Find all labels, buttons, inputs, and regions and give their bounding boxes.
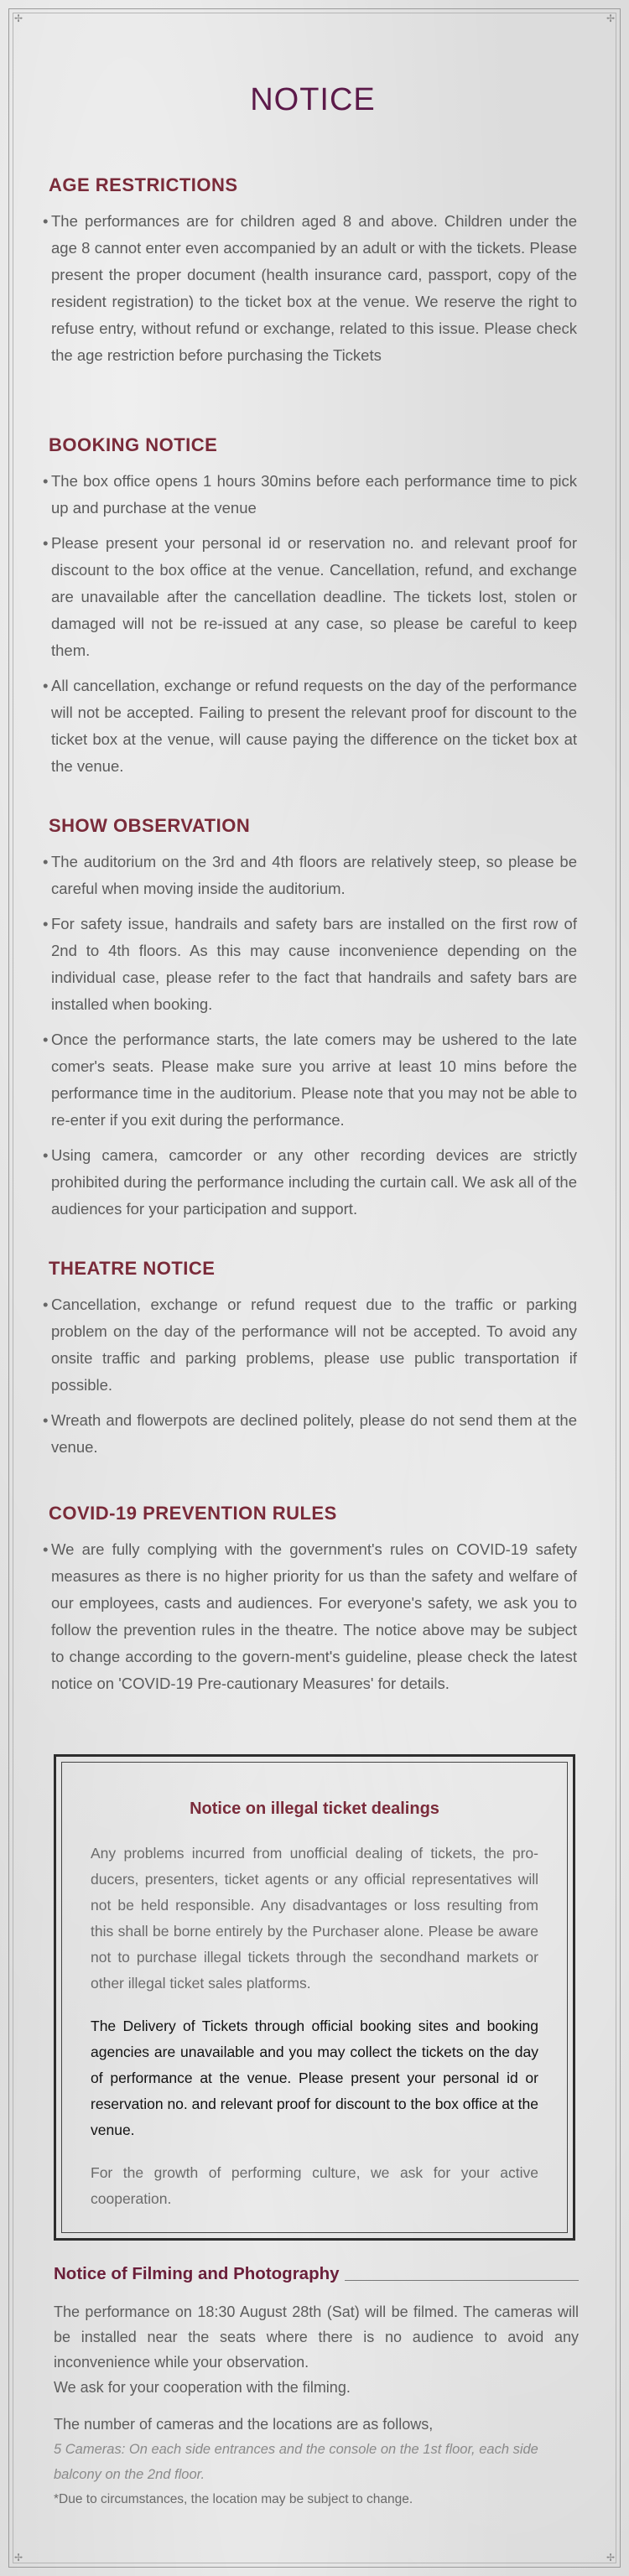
list-item: • For safety issue, handrails and safety bars are installed on the first row of 2nd to 4th floors. As this may cause inconvenience depending on the individual case, please refer to the fact that handrails and safety bars are installed when booking. bbox=[49, 911, 577, 1018]
corner-ornament-icon: ✢ bbox=[13, 2552, 23, 2563]
corner-ornament-icon: ✢ bbox=[606, 2552, 616, 2563]
section-heading: SHOW OBSERVATION bbox=[49, 815, 251, 836]
bullet-list bbox=[49, 468, 577, 780]
filming-header bbox=[54, 2264, 579, 2284]
section-theatre-notice bbox=[49, 1258, 577, 1469]
bullet-list bbox=[49, 849, 577, 1223]
list-item: • The box office opens 1 hours 30mins before each performance time to pick up and purchase at the venue bbox=[49, 468, 577, 522]
section-heading: COVID-19 PREVENTION RULES bbox=[49, 1503, 337, 1524]
list-item: • Once the performance starts, the late comers may be ushered to the late comer's seats. Please make sure you arrive at least 10 mins before the performance time in the auditorium. Please note that you may not be able to re-enter if you exit during the performance. bbox=[49, 1026, 577, 1134]
bullet-list bbox=[49, 208, 577, 369]
list-item: • We are fully complying with the government's rules on COVID-19 safety measures as there is no higher priority for us than the safety and welfare of our employees, casts and audiences. For everyone's safety, we ask you to follow the prevention rules in the theatre. The notice above may be subject to change according to the govern-ment's guideline, please check the latest notice on 'COVID-19 Pre-cautionary Measures' for details. bbox=[49, 1536, 577, 1697]
list-item: • Wreath and flowerpots are declined politely, please do not send them at the venue. bbox=[49, 1407, 577, 1461]
camera-locations: 5 Cameras: On each side entrances and the console on the 1st floor, each side balcony on the 2nd floor. bbox=[54, 2442, 538, 2482]
list-item: • Cancellation, exchange or refund request due to the traffic or parking problem on the day of the performance will not be accepted. To avoid any onsite traffic and parking problems, please use public transportation if possible. bbox=[49, 1291, 577, 1399]
filming-paragraph: The performance on 18:30 August 28th (Sat) will be filmed. The cameras will be installed near the seats where there is no audience to avoid any inconvenience while your observation. bbox=[54, 2303, 579, 2371]
section-heading: THEATRE NOTICE bbox=[49, 1258, 216, 1279]
page-title: NOTICE bbox=[250, 82, 376, 117]
box-paragraph: For the growth of performing culture, we ask for your active cooperation. bbox=[91, 2164, 538, 2207]
illegal-ticket-notice-inner bbox=[61, 1762, 568, 2233]
list-item: • The auditorium on the 3rd and 4th floors are relatively steep, so please be careful when moving inside the auditorium. bbox=[49, 849, 577, 902]
illegal-ticket-notice-box bbox=[54, 1754, 575, 2241]
filming-paragraph: The number of cameras and the locations are as follows, bbox=[54, 2416, 434, 2433]
section-show-observation bbox=[49, 815, 577, 1231]
box-paragraph: Any problems incurred from unofficial dealing of tickets, the pro-ducers, presenters, ticket agents or any official representatives will not be held responsible. Any disadvantages or loss resulting from this shall be borne entirely by the Purchaser alone. Please be aware not to purchase illegal tickets through the secondhand markets or other illegal ticket sales platforms. bbox=[91, 1845, 538, 1992]
section-age-restrictions bbox=[49, 174, 577, 377]
section-covid-rules bbox=[49, 1503, 577, 1706]
list-item: • The performances are for children aged 8 and above. Children under the age 8 cannot enter even accompanied by an adult or with the tickets. Please present the proper document (health insurance card, passport, copy of the resident registration) to the ticket box at the venue. We reserve the right to refuse entry, without refund or exchange, related to this issue. Please check the age restriction before purchasing the Tickets bbox=[49, 208, 577, 369]
filming-paragraph: We ask for your cooperation with the filming. bbox=[54, 2379, 351, 2396]
list-item: • Using camera, camcorder or any other recording devices are strictly prohibited during the performance including the curtain call. We ask all of the audiences for your participation and support. bbox=[49, 1142, 577, 1223]
section-heading: AGE RESTRICTIONS bbox=[49, 174, 238, 195]
section-booking-notice bbox=[49, 434, 577, 788]
list-item: • Please present your personal id or reservation no. and relevant proof for discount to the box office at the venue. Cancellation, refund, and exchange are unavailable after the cancellation deadline. The tickets lost, stolen or damaged will not be re-issued at any case, so please be careful to keep them. bbox=[49, 530, 577, 664]
bullet-list bbox=[49, 1291, 577, 1461]
bullet-list bbox=[49, 1536, 577, 1697]
section-heading: BOOKING NOTICE bbox=[49, 434, 218, 455]
corner-ornament-icon: ✢ bbox=[13, 13, 23, 24]
box-paragraph-emphasis: The Delivery of Tickets through official booking sites and booking agencies are unavailable and you may collect the tickets on the day of performance at the venue. Please present your personal id or reservation no. and relevant proof for discount to the box office at the venue. bbox=[91, 2018, 538, 2138]
divider bbox=[345, 2280, 579, 2281]
filming-notice bbox=[54, 2264, 579, 2512]
filming-footnote: *Due to circumstances, the location may be subject to change. bbox=[54, 2492, 413, 2506]
list-item: • All cancellation, exchange or refund requests on the day of the performance will not be accepted. Failing to present the relevant proof for discount to the ticket box at the venue, will cause paying the difference on the ticket box at the venue. bbox=[49, 673, 577, 780]
corner-ornament-icon: ✢ bbox=[606, 13, 616, 24]
filming-title: Notice of Filming and Photography bbox=[54, 2264, 340, 2283]
box-title: Notice on illegal ticket dealings bbox=[190, 1800, 439, 1818]
